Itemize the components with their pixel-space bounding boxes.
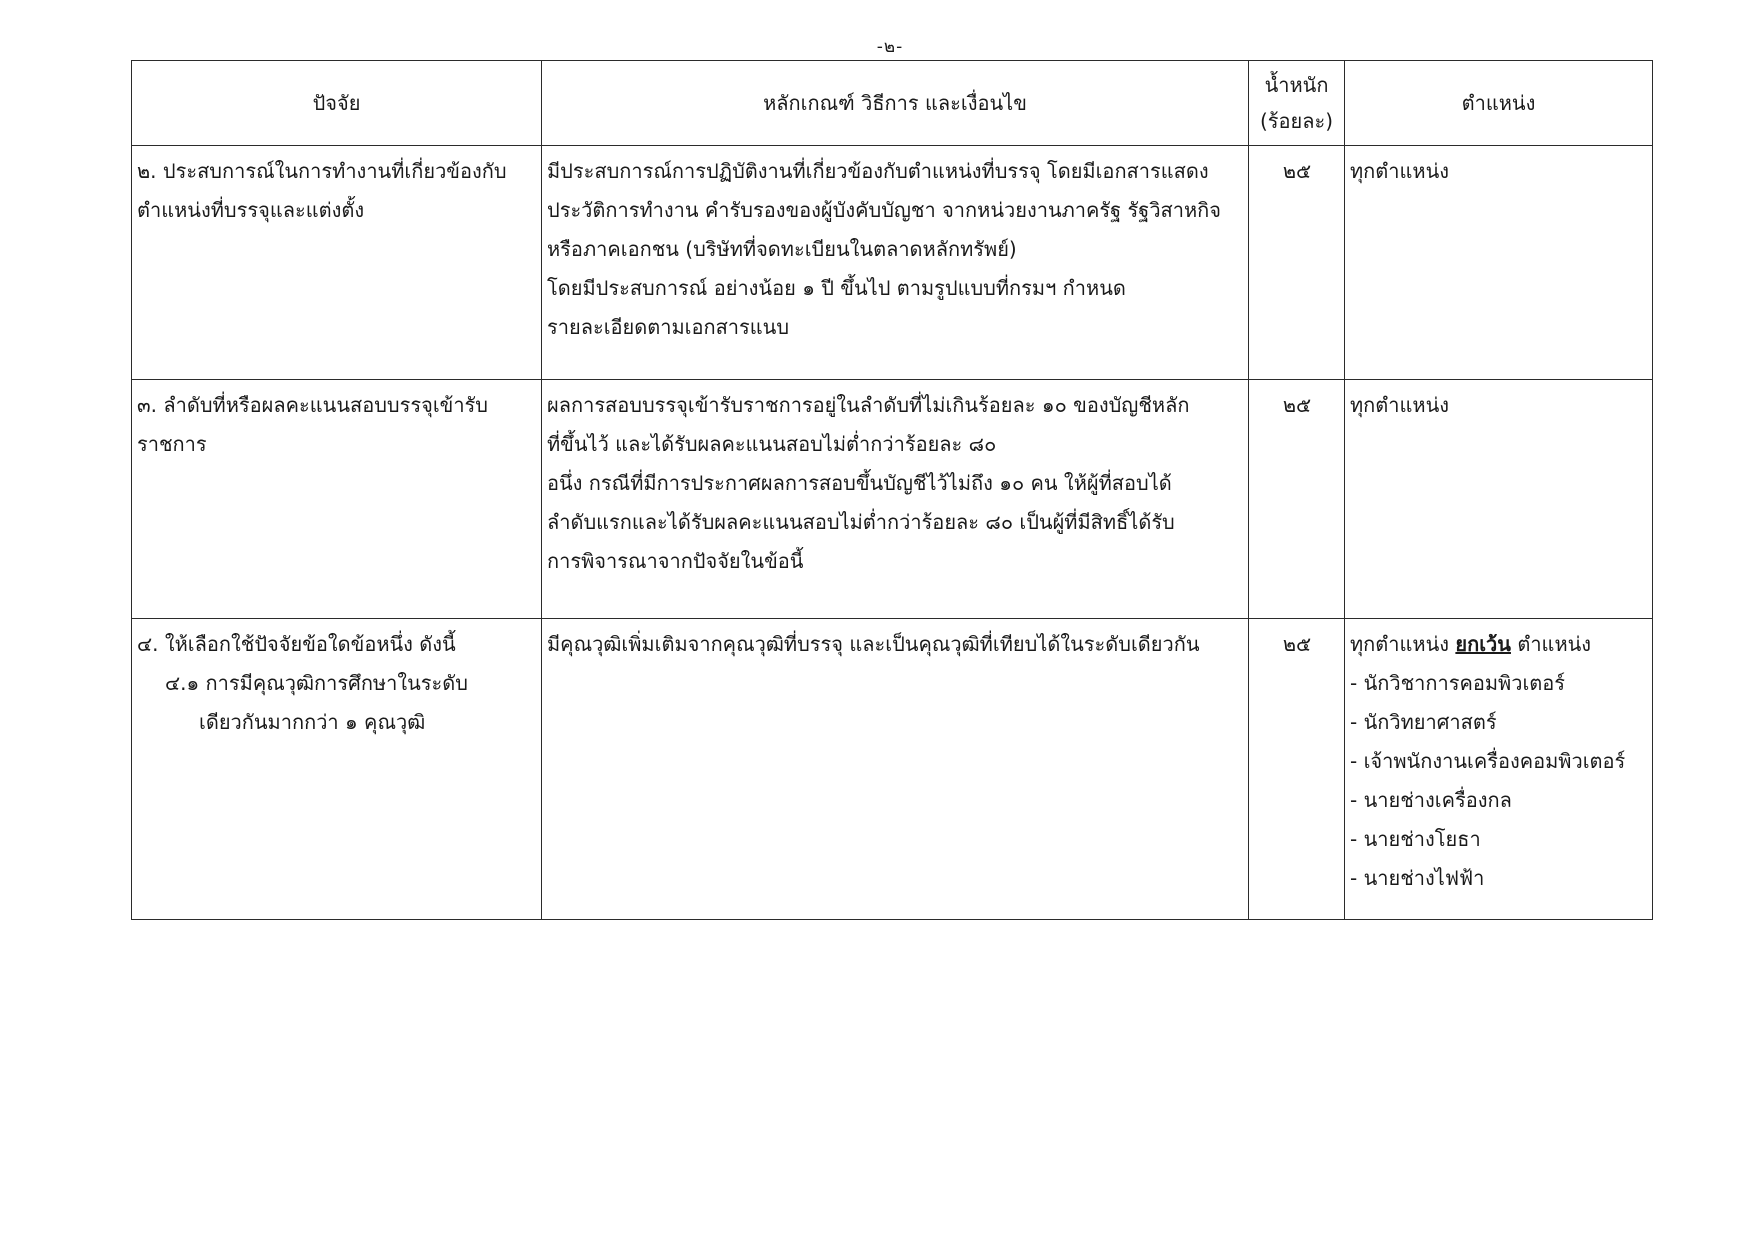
list-item: - นายช่างเครื่องกล [1350, 781, 1648, 820]
criteria-line: ผลการสอบบรรจุเข้ารับราชการอยู่ในลำดับที่ไม่เกินร้อยละ ๑๐ ของบัญชีหลัก [547, 393, 1190, 417]
criteria-line: มีคุณวุฒิเพิ่มเติมจากคุณวุฒิที่บรรจุ และเป็นคุณวุฒิที่เทียบได้ในระดับเดียวกัน [547, 632, 1200, 656]
criteria-line: ประวัติการทำงาน คำรับรองของผู้บังคับบัญชา จากหน่วยงานภาครัฐ รัฐวิสาหกิจ [547, 198, 1222, 222]
table-row [132, 619, 1653, 920]
criteria-line: หรือภาคเอกชน (บริษัทที่จดทะเบียนในตลาดหลักทรัพย์) [547, 237, 1017, 261]
factor-line: ๔. ให้เลือกใช้ปัจจัยข้อใดข้อหนึ่ง ดังนี้ [137, 632, 456, 656]
criteria-line: โดยมีประสบการณ์ อย่างน้อย ๑ ปี ขึ้นไป ตามรูปแบบที่กรมฯ กำหนด [547, 276, 1126, 300]
criteria-cell [542, 380, 1249, 619]
header-factor: ปัจจัย [132, 61, 542, 146]
factor-subitem-line: เดียวกันมากกว่า ๑ คุณวุฒิ [199, 710, 426, 734]
weight-cell: ๒๕ [1249, 619, 1345, 920]
criteria-line: ที่ขึ้นไว้ และได้รับผลคะแนนสอบไม่ต่ำกว่าร้อยละ ๘๐ [547, 432, 997, 456]
criteria-line: ลำดับแรกและได้รับผลคะแนนสอบไม่ต่ำกว่าร้อยละ ๘๐ เป็นผู้ที่มีสิทธิ์ได้รับ [547, 510, 1175, 534]
position-exception-heading [1350, 625, 1648, 664]
factor-line: ๓. ลำดับที่หรือผลคะแนนสอบบรรจุเข้ารับ [137, 393, 488, 417]
list-item: - นักวิทยาศาสตร์ [1350, 703, 1648, 742]
weight-cell: ๒๕ [1249, 146, 1345, 380]
header-criteria: หลักเกณฑ์ วิธีการ และเงื่อนไข [542, 61, 1249, 146]
factor-line: ๒. ประสบการณ์ในการทำงานที่เกี่ยวข้องกับ [137, 159, 507, 183]
position-prefix: ทุกตำแหน่ง [1350, 632, 1450, 656]
header-weight-line1: น้ำหนัก [1264, 73, 1329, 97]
table-header-row [132, 61, 1653, 146]
weight-cell: ๒๕ [1249, 380, 1345, 619]
criteria-line: อนึ่ง กรณีที่มีการประกาศผลการสอบขึ้นบัญชีไว้ไม่ถึง ๑๐ คน ให้ผู้ที่สอบได้ [547, 471, 1172, 495]
list-item: - นักวิชาการคอมพิวเตอร์ [1350, 664, 1648, 703]
criteria-line: การพิจารณาจากปัจจัยในข้อนี้ [547, 549, 804, 573]
position-cell: ทุกตำแหน่ง [1345, 146, 1653, 380]
factor-subitem-line: ๔.๑ การมีคุณวุฒิการศึกษาในระดับ [165, 671, 468, 695]
criteria-line: รายละเอียดตามเอกสารแนบ [547, 315, 790, 339]
criteria-cell [542, 619, 1249, 920]
criteria-cell [542, 146, 1249, 380]
exception-list [1350, 664, 1648, 898]
list-item: - นายช่างโยธา [1350, 820, 1648, 859]
factor-cell [132, 380, 542, 619]
list-item: - เจ้าพนักงานเครื่องคอมพิวเตอร์ [1350, 742, 1648, 781]
factor-cell [132, 619, 542, 920]
position-cell: ทุกตำแหน่ง [1345, 380, 1653, 619]
table-row [132, 380, 1653, 619]
criteria-line: มีประสบการณ์การปฏิบัติงานที่เกี่ยวข้องกับตำแหน่งที่บรรจุ โดยมีเอกสารแสดง [547, 159, 1209, 183]
factor-line: ราชการ [137, 432, 207, 456]
list-item: - นายช่างไฟฟ้า [1350, 859, 1648, 898]
position-suffix: ตำแหน่ง [1517, 632, 1592, 656]
table-row [132, 146, 1653, 380]
factor-line: ตำแหน่งที่บรรจุและแต่งตั้ง [137, 198, 365, 222]
except-keyword: ยกเว้น [1455, 632, 1511, 656]
criteria-table [131, 60, 1653, 920]
factor-cell [132, 146, 542, 380]
header-weight [1249, 61, 1345, 146]
header-weight-line2: (ร้อยละ) [1259, 109, 1334, 133]
header-position: ตำแหน่ง [1345, 61, 1653, 146]
page-number: -๒- [876, 37, 904, 57]
position-cell [1345, 619, 1653, 920]
